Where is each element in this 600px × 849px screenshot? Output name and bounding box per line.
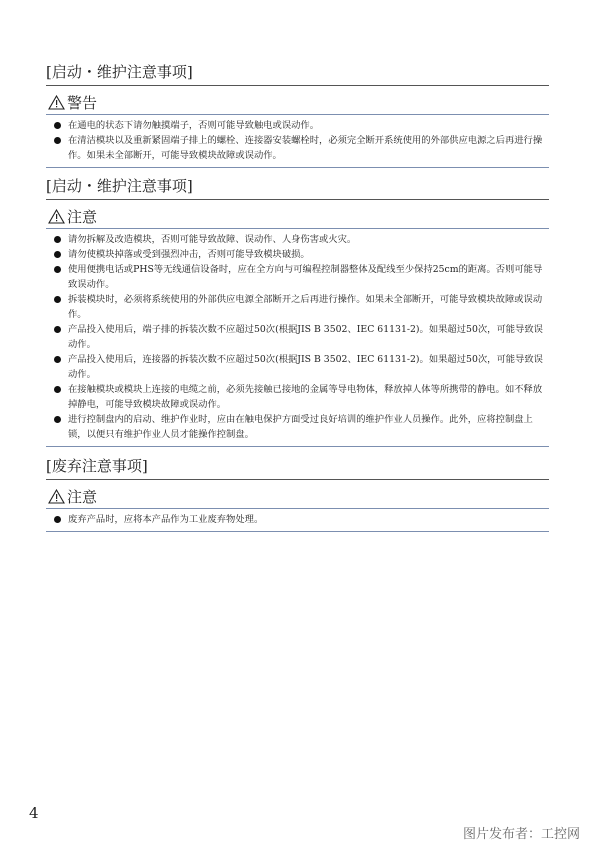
disposal-list	[46, 509, 549, 532]
page-number: 4	[29, 804, 39, 822]
list-item: 产品投入使用后，连接器的拆装次数不应超过50次(根据JIS B 3502、IEC 61131-2)。如果超过50次，可能导致误动作。	[46, 352, 549, 382]
bullet-icon	[54, 122, 61, 129]
caution-list	[46, 229, 549, 447]
bullet-icon	[54, 236, 61, 243]
bullet-icon	[54, 356, 61, 363]
section-title: [启动・维护注意事项]	[46, 62, 549, 86]
bullet-icon	[54, 296, 61, 303]
box-label-caution: 注意	[67, 488, 98, 506]
warning-list	[46, 115, 549, 168]
bullet-icon	[54, 416, 61, 423]
box-label-warning: 警告	[67, 94, 98, 112]
bullet-icon	[54, 251, 61, 258]
list-item: 拆装模块时，必须将系统使用的外部供应电源全部断开之后再进行操作。如果未全部断开，可能导致模块故障或误动作。	[46, 292, 549, 322]
bullet-icon	[54, 386, 61, 393]
box-label-caution: 注意	[67, 208, 98, 226]
list-item: 在通电的状态下请勿触摸端子，否则可能导致触电或误动作。	[46, 118, 549, 133]
list-item: 产品投入使用后，端子排的拆装次数不应超过50次(根据JIS B 3502、IEC 61131-2)。如果超过50次，可能导致误动作。	[46, 322, 549, 352]
list-item: 废弃产品时，应将本产品作为工业废弃物处理。	[46, 512, 549, 527]
section-startup-maintenance-caution	[46, 176, 549, 447]
list-item: 进行控制盘内的启动、维护作业时，应由在触电保护方面受过良好培训的维护作业人员操作。此外，应将控制盘上锁，以便只有维护作业人员才能操作控制盘。	[46, 412, 549, 442]
caution-box-header	[46, 486, 549, 509]
warning-triangle-icon	[48, 209, 65, 224]
list-item: 在清洁模块以及重新紧固端子排上的螺栓、连接器安装螺栓时，必须完全断开系统使用的外部供应电源之后再进行操作。如果未全部断开，可能导致模块故障或误动作。	[46, 133, 549, 163]
list-item: 请勿拆解及改造模块，否则可能导致故障、误动作、人身伤害或火灾。	[46, 232, 549, 247]
warning-triangle-icon	[48, 489, 65, 504]
section-title: [启动・维护注意事项]	[46, 176, 549, 200]
bullet-icon	[54, 516, 61, 523]
section-disposal-caution	[46, 456, 549, 532]
section-startup-maintenance-warning	[46, 62, 549, 168]
list-item: 使用便携电话或PHS等无线通信设备时，应在全方向与可编程控制器整体及配线至少保持25cm的距离。否则可能导致误动作。	[46, 262, 549, 292]
warning-triangle-icon	[48, 95, 65, 110]
warning-box-header	[46, 92, 549, 115]
watermark: 图片发布者：工控网	[462, 827, 580, 842]
list-item: 在接触模块或模块上连接的电缆之前，必须先接触已接地的金属等导电物体，释放掉人体等所携带的静电。如不释放掉静电，可能导致模块故障或误动作。	[46, 382, 549, 412]
list-item: 请勿使模块掉落或受到强烈冲击，否则可能导致模块破损。	[46, 247, 549, 262]
caution-box-header	[46, 206, 549, 229]
bullet-icon	[54, 137, 61, 144]
bullet-icon	[54, 266, 61, 273]
section-title: [废弃注意事项]	[46, 456, 549, 480]
bullet-icon	[54, 326, 61, 333]
